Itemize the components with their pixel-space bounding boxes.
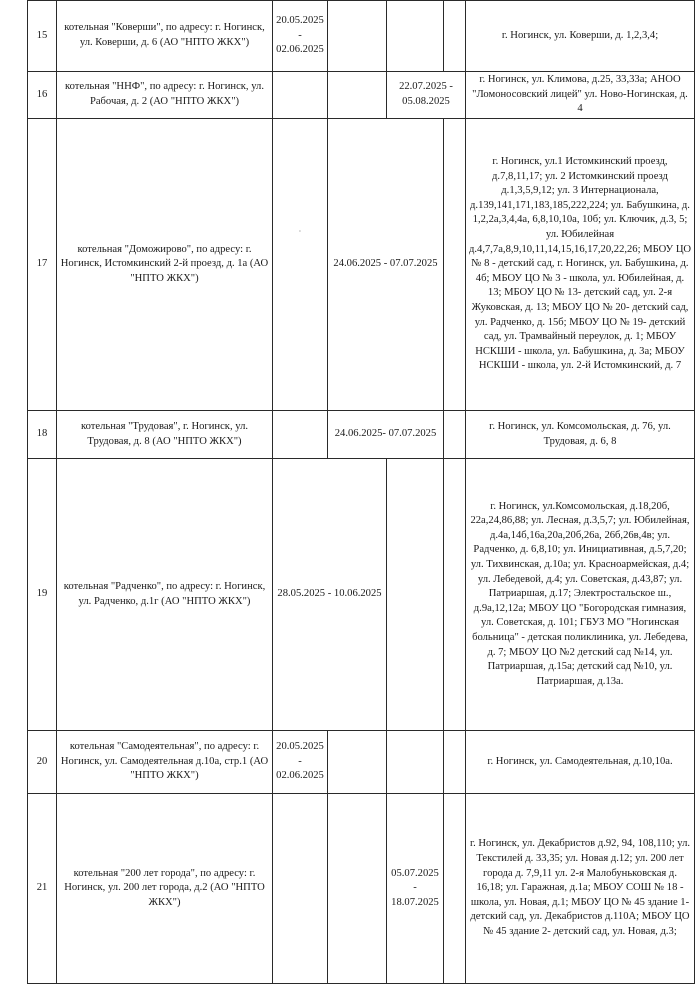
period-cell-empty — [273, 72, 328, 119]
served-addresses: г. Ногинск, ул. Самодеятельная, д.10,10а. — [466, 731, 695, 794]
outage-period: 24.06.2025- 07.07.2025 — [328, 411, 444, 459]
scan-mark: · — [298, 227, 302, 237]
served-addresses: г. Ногинск, ул. Коверши, д. 1,2,3,4; — [466, 1, 695, 72]
period-cell-empty — [444, 794, 466, 984]
period-cell-empty — [444, 119, 466, 411]
period-cell-empty — [328, 72, 387, 119]
served-addresses: г. Ногинск, ул. Комсомольская, д. 76, ул. Трудовая, д. 6, 8 — [466, 411, 695, 459]
period-cell-empty — [444, 411, 466, 459]
boiler-house-name: котельная "ННФ", по адресу: г. Ногинск, ул. Рабочая, д. 2 (АО "НПТО ЖКХ") — [57, 72, 273, 119]
row-number: 18 — [28, 411, 57, 459]
served-addresses: г. Ногинск, ул. Декабристов д.92, 94, 108,110; ул. Текстилей д. 33,35; ул. Новая д.12; ул. 200 лет города д. 7,9,11 ул. 2-я Малобуньковская д. 16,18; ул. Гаражная, д.1а; МБОУ СОШ № 18 - школа, ул. Новая, д.1; МБОУ ЦО № 45 здание 1- детский сад, ул. Декабристов д.110А; МБОУ ЦО № 45 здание 2- детский сад, ул. Новая, д.3; — [466, 794, 695, 984]
period-cell-empty — [387, 1, 444, 72]
row-number: 17 — [28, 119, 57, 411]
served-addresses: г. Ногинск, ул.Комсомольская, д.18,20б, 22а,24,86,88; ул. Лесная, д.3,5,7; ул. Юбилейная, д.4а,14б,16а,20а,20б,26а, 26б,26в,4в; ул. Радченко, д. 6,8,10; ул. Инициативная, д.5,7,20; ул. Тихвинская, д.10а; ул. Красноармейская, д.4; ул. Лебедевой, д.4; ул. Советская, д.43,87; ул. Патриаршая, д.17; Электростальское ш., д.9а,12,12а; МБОУ ЦО "Богородская гимназия, ул. Советская, д. 101; ГБУЗ МО "Ногинская больница" - детская поликлиника, ул. Лебедева, д. 7; МБОУ ЦО №2 детский сад №14, ул. Патриаршая, д.15а; детский сад №10, ул. Патриаршая, д.13а. — [466, 459, 695, 731]
boiler-house-name: котельная "Радченко", по адресу: г. Ногинск, ул. Радченко, д.1г (АО "НПТО ЖКХ") — [57, 459, 273, 731]
row-number: 16 — [28, 72, 57, 119]
row-number: 15 — [28, 1, 57, 72]
boiler-house-name: котельная "Коверши", по адресу: г. Ногинск, ул. Коверши, д. 6 (АО "НПТО ЖКХ") — [57, 1, 273, 72]
table-row — [28, 794, 695, 984]
table-row — [28, 731, 695, 794]
period-cell-empty — [444, 731, 466, 794]
outage-period: 20.05.2025 - 02.06.2025 — [273, 731, 328, 794]
outage-period: 28.05.2025 - 10.06.2025 — [273, 459, 387, 731]
period-cell-empty — [444, 459, 466, 731]
row-number: 21 — [28, 794, 57, 984]
period-cell-empty — [273, 119, 328, 411]
period-cell-empty — [328, 1, 387, 72]
table-row — [28, 1, 695, 72]
outage-period: 05.07.2025 - 18.07.2025 — [387, 794, 444, 984]
period-cell-empty — [273, 794, 328, 984]
boiler-house-name: котельная "Самодеятельная", по адресу: г. Ногинск, ул. Самодеятельная д.10а, стр.1 (АО "НПТО ЖКХ") — [57, 731, 273, 794]
row-number: 20 — [28, 731, 57, 794]
period-cell-empty — [328, 794, 387, 984]
outage-period: 24.06.2025 - 07.07.2025 — [328, 119, 444, 411]
period-cell-empty — [387, 731, 444, 794]
period-cell-empty — [273, 411, 328, 459]
schedule-table — [27, 0, 695, 984]
period-cell-empty — [444, 1, 466, 72]
served-addresses: г. Ногинск, ул. Климова, д.25, 33,33а; АНОО "Ломоносовский лицей" ул. Ново-Ногинская, д. 4 — [466, 72, 695, 119]
period-cell-empty — [387, 459, 444, 731]
boiler-house-name: котельная "Трудовая", г. Ногинск, ул. Трудовая, д. 8 (АО "НПТО ЖКХ") — [57, 411, 273, 459]
period-cell-empty — [328, 731, 387, 794]
table-row — [28, 411, 695, 459]
table-row — [28, 72, 695, 119]
outage-period: 20.05.2025 - 02.06.2025 — [273, 1, 328, 72]
served-addresses: г. Ногинск, ул.1 Истомкинский проезд, д.7,8,11,17; ул. 2 Истомкинский проезд д.1,3,5,9,12; ул. 3 Интернационала, д.139,141,171,183,185,222,224; ул. Бабушкина, д. 1,2,2а,3,4,4а, 6,8,10,10а, 10б; ул. Ключик, д.3, 5; ул. Юбилейная д.4,7,7а,8,9,10,11,14,15,16,17,20,22,26; МБОУ ЦО № 8 - детский сад, г. Ногинск, ул. Бабушкина, д. 4б; МБОУ ЦО № 3 - школа, ул. Юбилейная, д. 13; МБОУ ЦО № 13- детский сад, ул. 2-я Жуковская, д. 13; МБОУ ЦО № 20- детский сад, ул. Радченко, д. 15б; МБОУ ЦО № 19- детский сад, ул. Трамвайный переулок, д. 1; МБОУ НСКШИ - школа, ул. Бабушкина, д. 3а; МБОУ НСКШИ - школа, ул. 2-й Истомкинский, д. 7 — [466, 119, 695, 411]
boiler-house-name: котельная "Доможирово", по адресу: г. Ногинск, Истомкинский 2-й проезд, д. 1а (АО "НПТО ЖКХ") — [57, 119, 273, 411]
row-number: 19 — [28, 459, 57, 731]
outage-period: 22.07.2025 - 05.08.2025 — [387, 72, 466, 119]
boiler-house-name: котельная "200 лет города", по адресу: г. Ногинск, ул. 200 лет города, д.2 (АО "НПТО ЖКХ") — [57, 794, 273, 984]
table-row — [28, 119, 695, 411]
table-row — [28, 459, 695, 731]
